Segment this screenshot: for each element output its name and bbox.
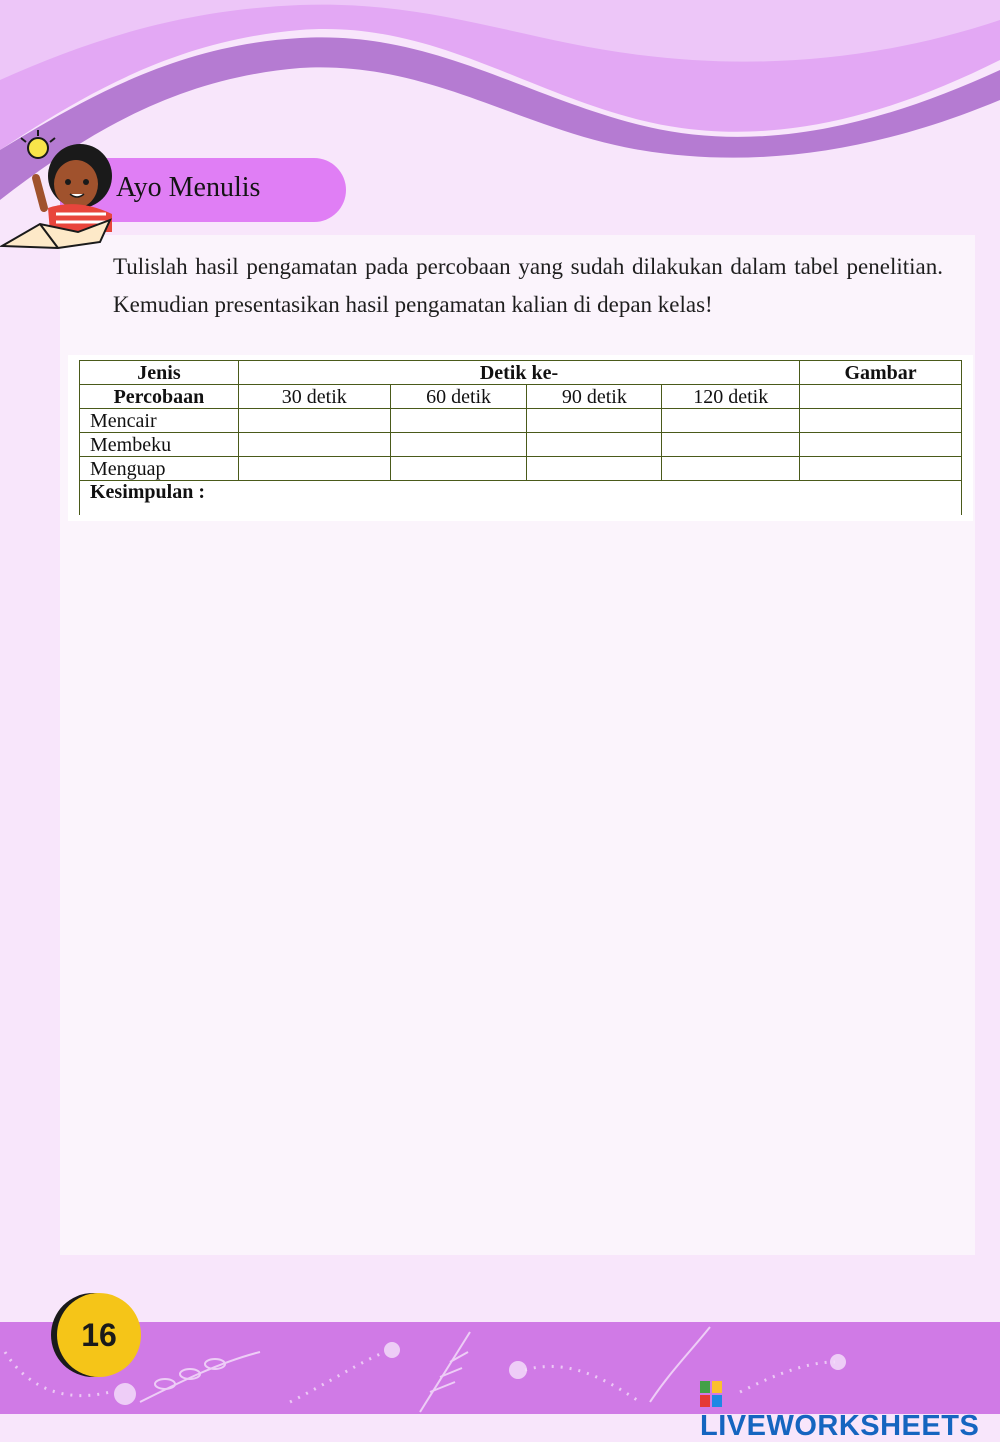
answer-cell[interactable] bbox=[662, 433, 800, 457]
liveworksheets-logo-text: LIVEWORKSHEETS bbox=[700, 1410, 980, 1442]
page-number-badge: 16 bbox=[57, 1293, 141, 1377]
answer-cell[interactable] bbox=[662, 457, 800, 481]
conclusion-label[interactable]: Kesimpulan : bbox=[80, 481, 962, 516]
picture-cell[interactable] bbox=[800, 433, 962, 457]
table-header-row bbox=[80, 361, 962, 385]
answer-cell[interactable] bbox=[390, 457, 527, 481]
header-experiment-type-line2: Percobaan bbox=[80, 385, 239, 409]
liveworksheets-logo[interactable] bbox=[700, 1378, 1000, 1442]
header-60-seconds: 60 detik bbox=[390, 385, 527, 409]
row-label-mencair: Mencair bbox=[80, 409, 239, 433]
liveworksheets-logo-icon bbox=[700, 1381, 722, 1407]
instruction-text: Tulislah hasil pengamatan pada percobaan yang sudah dilakukan dalam tabel penelitian. Kemudian presentasikan hasil pengamatan kalian di depan kelas! bbox=[113, 254, 943, 317]
conclusion-row bbox=[80, 481, 962, 516]
header-90-seconds: 90 detik bbox=[527, 385, 662, 409]
answer-cell[interactable] bbox=[527, 433, 662, 457]
answer-cell[interactable] bbox=[662, 409, 800, 433]
answer-cell[interactable] bbox=[527, 409, 662, 433]
picture-cell[interactable] bbox=[800, 457, 962, 481]
header-30-seconds: 30 detik bbox=[238, 385, 390, 409]
observation-table bbox=[79, 360, 962, 515]
answer-cell[interactable] bbox=[238, 433, 390, 457]
row-label-menguap: Menguap bbox=[80, 457, 239, 481]
table-row bbox=[80, 433, 962, 457]
section-title: Ayo Menulis bbox=[116, 172, 261, 203]
header-picture: Gambar bbox=[800, 361, 962, 385]
answer-cell[interactable] bbox=[390, 409, 527, 433]
table-row bbox=[80, 409, 962, 433]
answer-cell[interactable] bbox=[238, 409, 390, 433]
row-label-membeku: Membeku bbox=[80, 433, 239, 457]
header-120-seconds: 120 detik bbox=[662, 385, 800, 409]
table-row bbox=[80, 457, 962, 481]
header-experiment-type-line1: Jenis bbox=[80, 361, 239, 385]
header-seconds: Detik ke- bbox=[238, 361, 799, 385]
mascot-reading-icon bbox=[0, 128, 130, 252]
header-picture-blank bbox=[800, 385, 962, 409]
answer-cell[interactable] bbox=[238, 457, 390, 481]
table-subheader-row bbox=[80, 385, 962, 409]
picture-cell[interactable] bbox=[800, 409, 962, 433]
answer-cell[interactable] bbox=[527, 457, 662, 481]
answer-cell[interactable] bbox=[390, 433, 527, 457]
